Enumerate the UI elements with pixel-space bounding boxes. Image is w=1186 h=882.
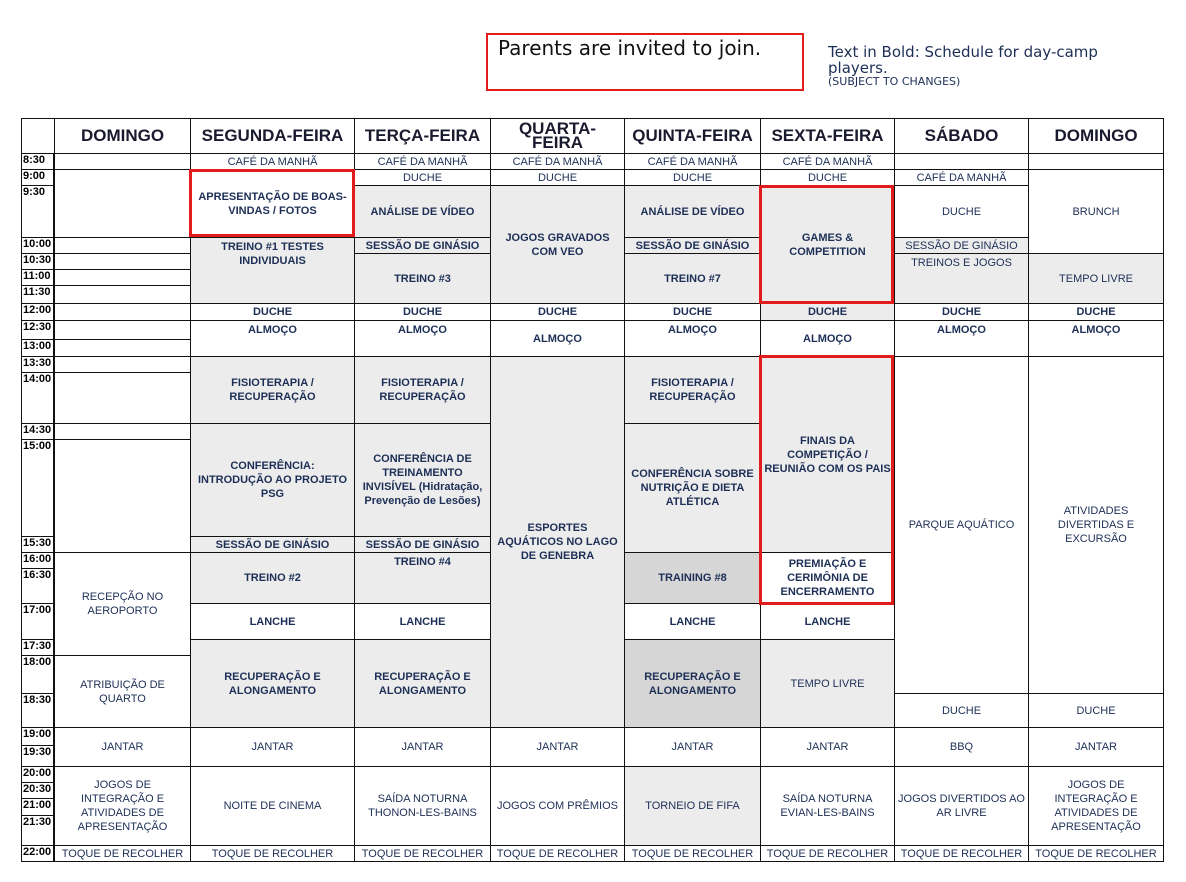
subject-to-changes-note: (SUBJECT TO CHANGES) [828, 75, 961, 88]
cell-mon_jantar: JANTAR [190, 727, 355, 767]
header-thursday: QUINTA-FEIRA [624, 118, 761, 154]
header-monday: SEGUNDA-FEIRA [190, 118, 355, 154]
cell-wed_premios: JOGOS COM PRÊMIOS [490, 766, 625, 846]
empty-cell [54, 169, 191, 238]
cell-toque-sat: TOQUE DE RECOLHER [894, 845, 1029, 862]
time-label: 12:00 [21, 303, 54, 321]
cell-sat_almoco: ALMOÇO [894, 320, 1029, 357]
time-label: 20:30 [21, 782, 54, 799]
header-wednesday: QUARTA-FEIRA [490, 118, 625, 154]
cell-sat_ginasio1: SESSÃO DE GINÁSIO [894, 237, 1029, 254]
cell-tue_duche1: DUCHE [354, 169, 491, 186]
cell-fri_duche2: DUCHE [760, 303, 895, 321]
cell-thu_recuperacao: RECUPERAÇÃO E ALONGAMENTO [624, 639, 761, 728]
time-label: 19:30 [21, 745, 54, 767]
cell-thu_treino7: TREINO #7 [624, 253, 761, 304]
cell-tue_recuperacao: RECUPERAÇÃO E ALONGAMENTO [354, 639, 491, 728]
time-label: 20:00 [21, 766, 54, 783]
bold-schedule-note: Text in Bold: Schedule for day-camp players. [828, 43, 1098, 77]
cell-toque-sun1: TOQUE DE RECOLHER [54, 845, 191, 862]
cell-fri_saida: SAÍDA NOTURNA EVIAN-LES-BAINS [760, 766, 895, 846]
header-saturday: SÁBADO [894, 118, 1029, 154]
cell-wed_esportes: ESPORTES AQUÁTICOS NO LAGO DE GENEBRA [490, 356, 625, 728]
parents-invited-note: Parents are invited to join. [486, 33, 804, 91]
cell-fri_cafe: CAFÉ DA MANHÃ [760, 153, 895, 170]
cell-wed_jogos_veo: JOGOS GRAVADOS COM VEO [490, 185, 625, 304]
empty-cell [54, 237, 191, 254]
empty-cell [894, 153, 1029, 170]
cell-mon_treino2: TREINO #2 [190, 552, 355, 604]
header-sunday-1: DOMINGO [54, 118, 191, 154]
time-label: 18:00 [21, 655, 54, 694]
cell-tue_treino4: TREINO #4 [354, 552, 491, 604]
cell-fri_premiacao: PREMIAÇÃO E CERIMÔNIA DE ENCERRAMENTO [760, 552, 895, 604]
cell-sat_bbq: BBQ [894, 727, 1029, 767]
time-label: 10:00 [21, 237, 54, 254]
empty-cell [54, 253, 191, 270]
cell-thu_lanche: LANCHE [624, 603, 761, 640]
cell-sun2_tempo: TEMPO LIVRE [1028, 253, 1164, 304]
cell-sat_duche1: DUCHE [894, 185, 1029, 238]
empty-cell [54, 372, 191, 424]
empty-cell [54, 339, 191, 357]
time-label: 11:30 [21, 285, 54, 304]
empty-cell [54, 320, 191, 340]
cell-sun2_duche3: DUCHE [1028, 693, 1164, 728]
empty-cell [54, 356, 191, 373]
cell-sun2_jogos: JOGOS DE INTEGRAÇÃO E ATIVIDADES DE APRESENTAÇÃO [1028, 766, 1164, 846]
cell-tue_cafe: CAFÉ DA MANHÃ [354, 153, 491, 170]
cell-tue_lanche: LANCHE [354, 603, 491, 640]
cell-sun1_jogos: JOGOS DE INTEGRAÇÃO E ATIVIDADES DE APRESENTAÇÃO [54, 766, 191, 846]
cell-fri_duche1: DUCHE [760, 169, 895, 186]
empty-cell [54, 423, 191, 440]
cell-mon_apresentacao: APRESENTAÇÃO DE BOAS-VINDAS / FOTOS [190, 169, 355, 238]
cell-sun2_brunch: BRUNCH [1028, 169, 1164, 254]
cell-fri_almoco: ALMOÇO [760, 320, 895, 357]
header-tuesday: TERÇA-FEIRA [354, 118, 491, 154]
time-label: 15:00 [21, 439, 54, 537]
time-label: 15:30 [21, 536, 54, 553]
cell-toque-tue: TOQUE DE RECOLHER [354, 845, 491, 862]
empty-cell [54, 303, 191, 321]
cell-wed_duche1: DUCHE [490, 169, 625, 186]
cell-thu_duche1: DUCHE [624, 169, 761, 186]
header-sunday-2: DOMINGO [1028, 118, 1164, 154]
time-label: 22:00 [21, 845, 54, 862]
cell-toque-fri: TOQUE DE RECOLHER [760, 845, 895, 862]
corner-cell [21, 118, 55, 154]
cell-toque-sun2: TOQUE DE RECOLHER [1028, 845, 1164, 862]
cell-tue_treino3: TREINO #3 [354, 253, 491, 304]
cell-mon_cinema: NOITE DE CINEMA [190, 766, 355, 846]
cell-fri_lanche: LANCHE [760, 603, 895, 640]
time-label: 12:30 [21, 320, 54, 340]
cell-thu_video: ANÁLISE DE VÍDEO [624, 185, 761, 238]
time-label: 16:00 [21, 552, 54, 569]
cell-fri_tempo: TEMPO LIVRE [760, 639, 895, 728]
time-label: 10:30 [21, 253, 54, 270]
cell-sun2_almoco: ALMOÇO [1028, 320, 1164, 357]
cell-mon_duche2: DUCHE [190, 303, 355, 321]
cell-wed_almoco: ALMOÇO [490, 320, 625, 357]
cell-sat_parque: PARQUE AQUÁTICO [894, 356, 1029, 694]
time-label: 18:30 [21, 693, 54, 728]
time-label: 9:30 [21, 185, 54, 238]
cell-wed_cafe: CAFÉ DA MANHÃ [490, 153, 625, 170]
time-label: 17:30 [21, 639, 54, 656]
cell-sun1_atribuicao: ATRIBUIÇÃO DE QUARTO [54, 655, 191, 728]
cell-toque-wed: TOQUE DE RECOLHER [490, 845, 625, 862]
cell-fri_finais: FINAIS DA COMPETIÇÃO / REUNIÃO COM OS PAIS [760, 356, 895, 553]
cell-wed_jantar: JANTAR [490, 727, 625, 767]
cell-mon_fisio: FISIOTERAPIA / RECUPERAÇÃO [190, 356, 355, 424]
cell-sun2_jantar: JANTAR [1028, 727, 1164, 767]
time-label: 13:30 [21, 356, 54, 373]
empty-cell [1028, 153, 1164, 170]
time-label: 13:00 [21, 339, 54, 357]
cell-sat_duche3: DUCHE [894, 693, 1029, 728]
cell-tue_ginasio2: SESSÃO DE GINÁSIO [354, 536, 491, 553]
cell-tue_fisio: FISIOTERAPIA / RECUPERAÇÃO [354, 356, 491, 424]
cell-mon_almoco: ALMOÇO [190, 320, 355, 357]
cell-toque-mon: TOQUE DE RECOLHER [190, 845, 355, 862]
cell-mon_conferencia: CONFERÊNCIA: INTRODUÇÃO AO PROJETO PSG [190, 423, 355, 537]
time-label: 14:00 [21, 372, 54, 424]
time-label: 17:00 [21, 603, 54, 640]
cell-tue_saida: SAÍDA NOTURNA THONON-LES-BAINS [354, 766, 491, 846]
header-friday: SEXTA-FEIRA [760, 118, 895, 154]
time-label: 8:30 [21, 153, 54, 170]
time-label: 14:30 [21, 423, 54, 440]
cell-sun1_jantar: JANTAR [54, 727, 191, 767]
cell-thu_almoco: ALMOÇO [624, 320, 761, 357]
cell-sun2_atividades: ATIVIDADES DIVERTIDAS E EXCURSÃO [1028, 356, 1164, 694]
cell-thu_jantar: JANTAR [624, 727, 761, 767]
empty-cell [54, 439, 191, 553]
cell-thu_conferencia: CONFERÊNCIA SOBRE NUTRIÇÃO E DIETA ATLÉTICA [624, 423, 761, 553]
cell-tue_almoco: ALMOÇO [354, 320, 491, 357]
time-label: 16:30 [21, 568, 54, 604]
cell-mon_lanche: LANCHE [190, 603, 355, 640]
cell-mon_ginasio2: SESSÃO DE GINÁSIO [190, 536, 355, 553]
cell-sun1_recepcao: RECEPÇÃO NO AEROPORTO [54, 552, 191, 656]
cell-mon_cafe: CAFÉ DA MANHÃ [190, 153, 355, 170]
cell-mon_recuperacao: RECUPERAÇÃO E ALONGAMENTO [190, 639, 355, 728]
empty-cell [54, 285, 191, 304]
empty-cell [54, 153, 191, 170]
time-label: 11:00 [21, 269, 54, 286]
cell-thu_cafe: CAFÉ DA MANHÃ [624, 153, 761, 170]
cell-fri_games: GAMES & COMPETITION [760, 185, 895, 304]
cell-sat_arlivre: JOGOS DIVERTIDOS AO AR LIVRE [894, 766, 1029, 846]
cell-sun2_duche2: DUCHE [1028, 303, 1164, 321]
cell-tue_video: ANÁLISE DE VÍDEO [354, 185, 491, 238]
cell-thu_fifa: TORNEIO DE FIFA [624, 766, 761, 846]
cell-toque-thu: TOQUE DE RECOLHER [624, 845, 761, 862]
cell-mon_treino1: TREINO #1 TESTES INDIVIDUAIS [190, 237, 355, 304]
empty-cell [54, 269, 191, 286]
cell-wed_duche2: DUCHE [490, 303, 625, 321]
cell-sat_treinos: TREINOS E JOGOS [894, 253, 1029, 304]
cell-sat_cafe: CAFÉ DA MANHÃ [894, 169, 1029, 186]
time-label: 19:00 [21, 727, 54, 746]
cell-tue_ginasio1: SESSÃO DE GINÁSIO [354, 237, 491, 254]
cell-tue_conferencia: CONFERÊNCIA DE TREINAMENTO INVISÍVEL (Hidratação, Prevenção de Lesões) [354, 423, 491, 537]
cell-thu_duche2: DUCHE [624, 303, 761, 321]
time-label: 21:00 [21, 798, 54, 816]
cell-tue_jantar: JANTAR [354, 727, 491, 767]
cell-thu_fisio: FISIOTERAPIA / RECUPERAÇÃO [624, 356, 761, 424]
cell-fri_jantar: JANTAR [760, 727, 895, 767]
cell-sat_duche2: DUCHE [894, 303, 1029, 321]
cell-tue_duche2: DUCHE [354, 303, 491, 321]
time-label: 9:00 [21, 169, 54, 186]
cell-thu_training8: TRAINING #8 [624, 552, 761, 604]
time-label: 21:30 [21, 815, 54, 846]
cell-thu_ginasio1: SESSÃO DE GINÁSIO [624, 237, 761, 254]
